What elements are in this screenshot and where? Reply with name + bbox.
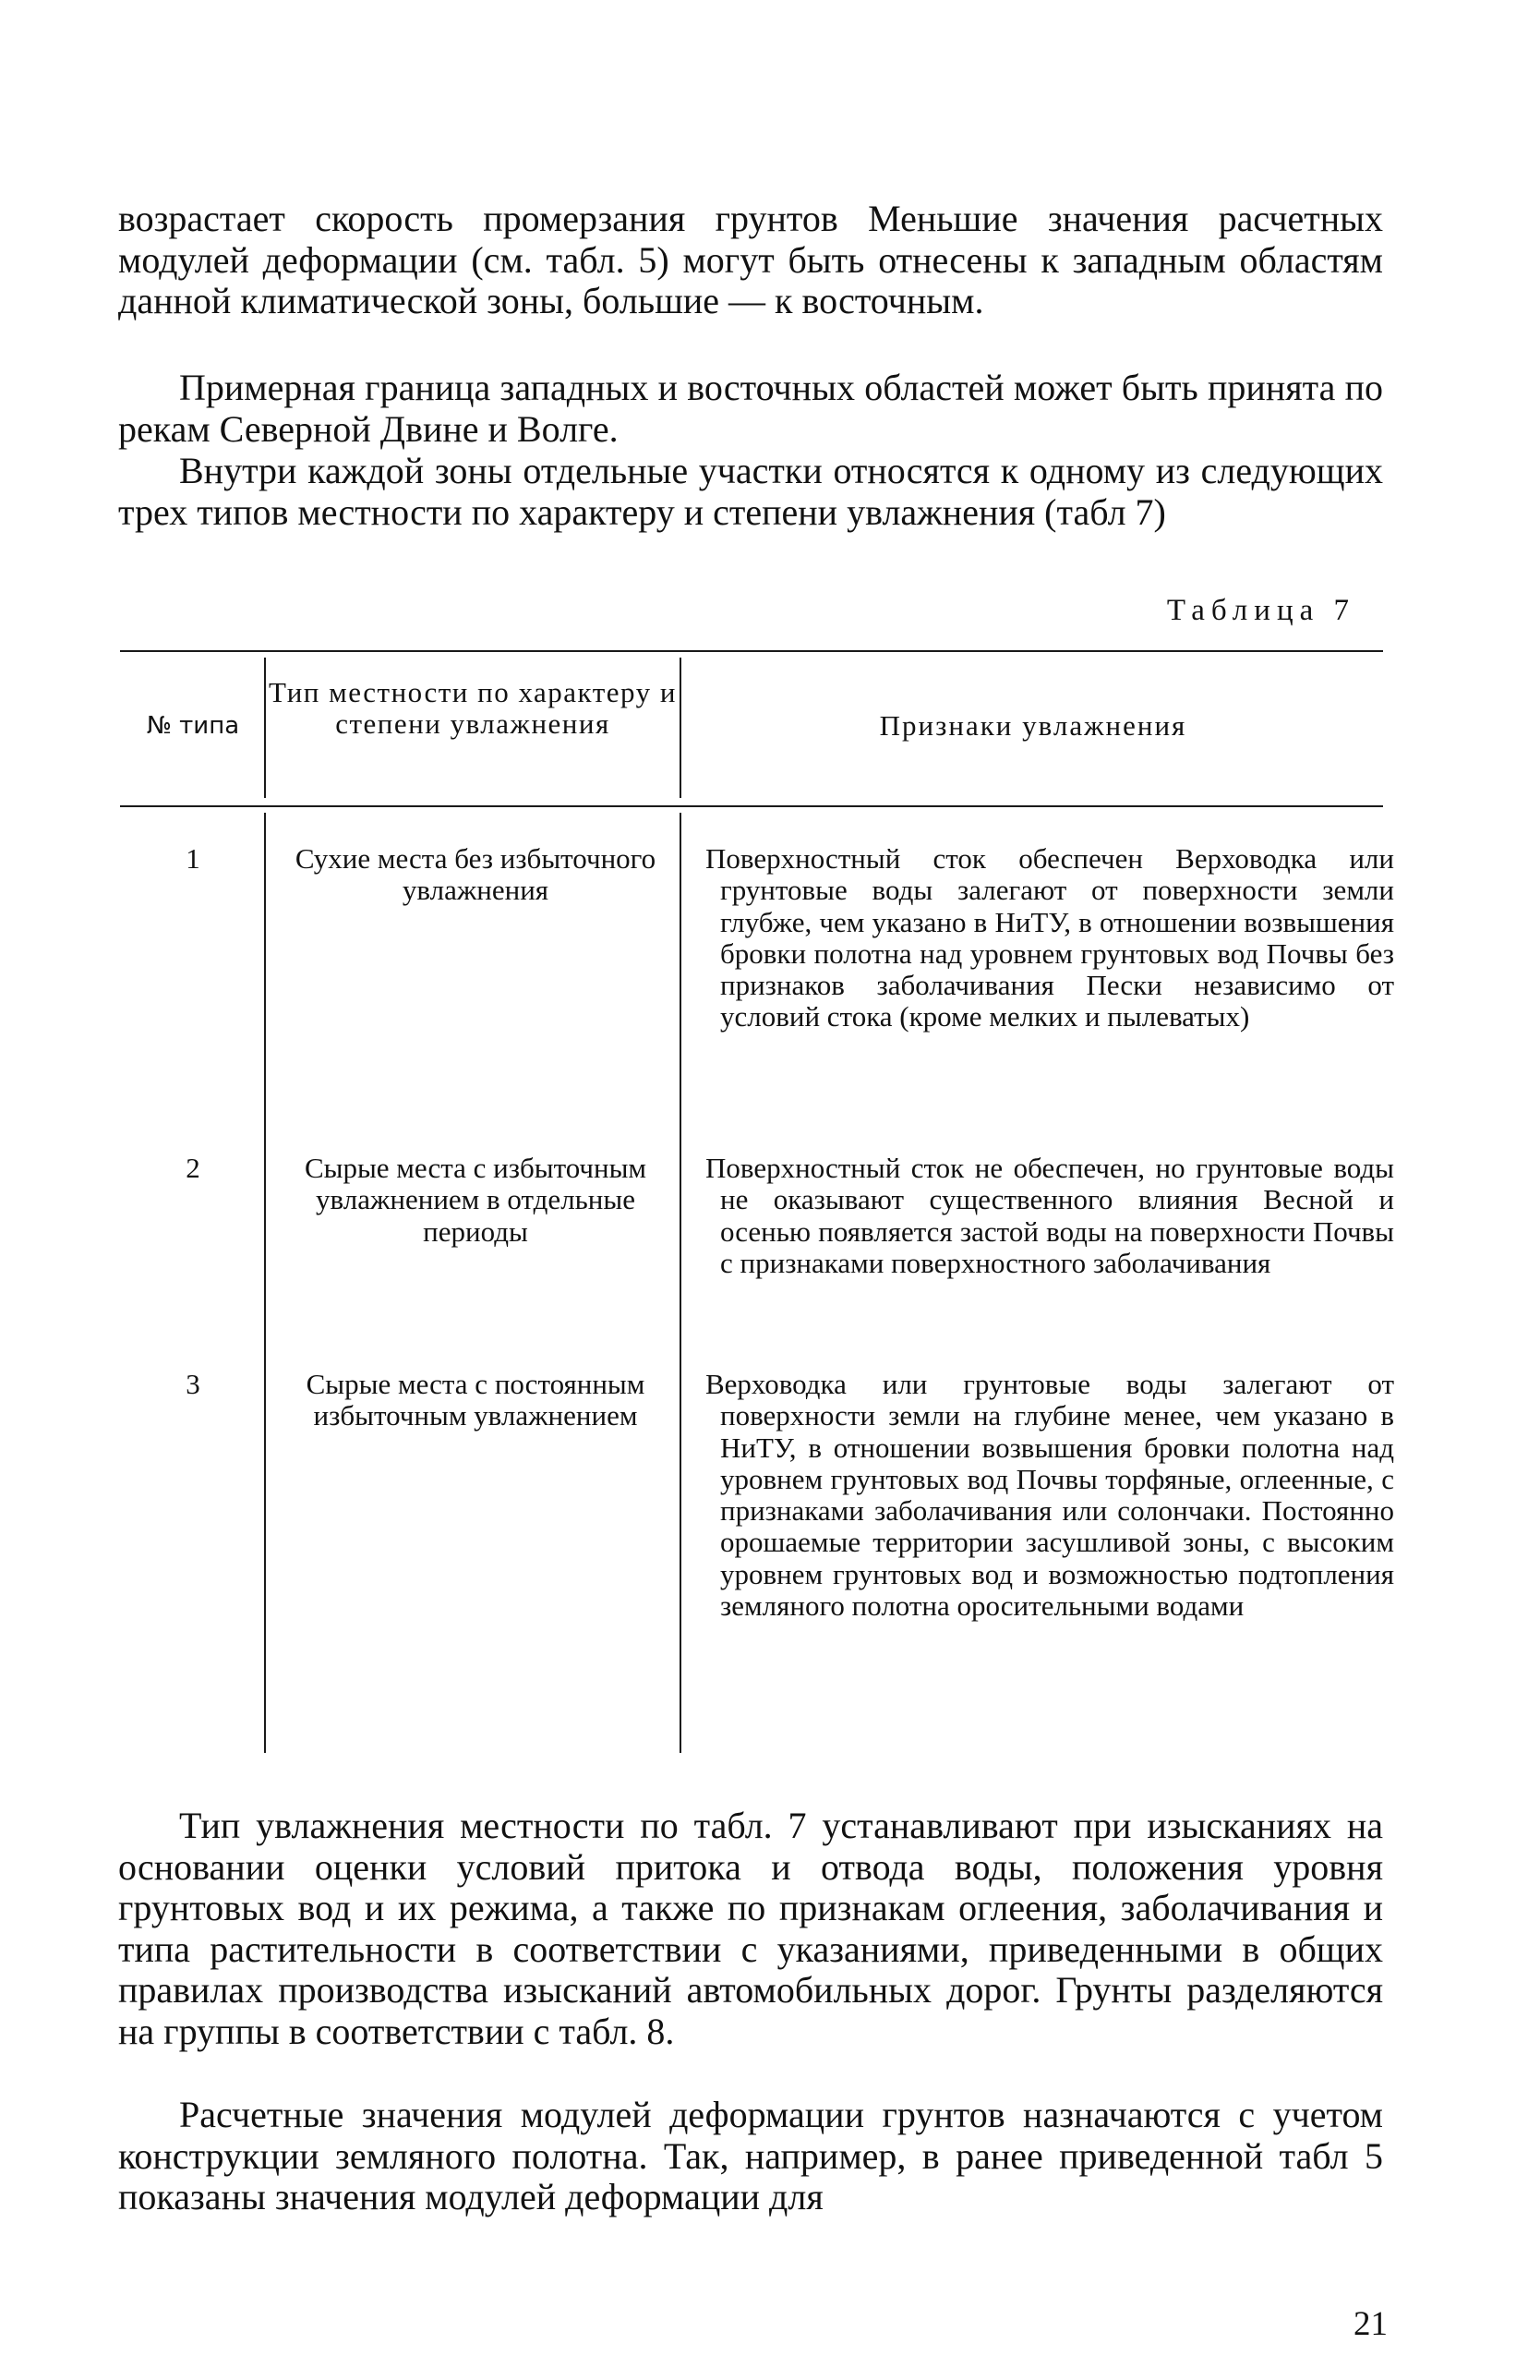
page-number: 21 — [1354, 2305, 1388, 2343]
table-header-rule — [120, 805, 1383, 807]
row-2-terrain-type: Сырые места с избыточным увлажнением в отдельные периоды — [304, 1152, 647, 1248]
table-top-rule — [120, 650, 1383, 652]
row-1-terrain-type: Сухие места без избыточного увлажнения — [295, 842, 656, 907]
table-header-divider-2 — [680, 658, 681, 798]
row-3-number: 3 — [186, 1368, 200, 1400]
paragraph-3: Внутри каждой зоны отдельные участки относятся к одному из следующих трех типов местности по характеру и степени увлажнения (табл 7) — [118, 450, 1383, 533]
table-caption: Таблица 7 — [1166, 594, 1355, 627]
paragraph-1: возрастает скорость промерзания грунтов Меньшие значения расчетных модулей деформации (см. табл. 5) могут быть отнесены к западным областям данной климатической зоны, большие — к восточным. — [118, 198, 1383, 322]
paragraph-5: Расчетные значения модулей деформации грунтов назначаются с учетом конструкции земляного полотна. Так, например, в ранее приведенной табл 5 показаны значения модулей деформации для — [118, 2094, 1383, 2218]
paragraph-2: Примерная граница западных и восточных областей может быть принята по рекам Северной Двине и Волге. — [118, 367, 1383, 450]
paragraph-4: Тип увлажнения местности по табл. 7 устанавливают при изысканиях на основании оценки условий притока и отвода воды, положения уровня грунтовых вод и их режима, а также по признакам оглеения, заболачивания и типа растительности в соответствии с указаниями, приведенными в общих правилах производства изысканий автомобильных дорог. Грунты разделяются на группы в соответствии с табл. 8. — [118, 1805, 1383, 2052]
header-type-number: № типа — [146, 712, 240, 740]
row-3-terrain-type: Сырые места с постоянным избыточным увлажнением — [306, 1368, 645, 1432]
table-body-divider-1 — [264, 813, 266, 1753]
row-2-number: 2 — [186, 1152, 200, 1184]
header-moisture-signs: Признаки увлажнения — [879, 709, 1187, 742]
row-2-moisture-signs: Поверхностный сток не обеспечен, но грунтовые воды не оказывают существенного влияния Весной и осенью появляется застой воды на поверхности Почвы с признаками поверхностного заболачивания — [705, 1152, 1394, 1279]
row-1-moisture-signs: Поверхностный сток обеспечен Верховодка или грунтовые воды залегают от поверхности земли глубже, чем указано в НиТУ, в отношении возвышения бровки полотна над уровнем грунтовых вод Почвы без признаков заболачивания Пески независимо от условий стока (кроме мелких и пылеватых) — [705, 842, 1394, 1033]
row-1-number: 1 — [186, 842, 200, 875]
header-terrain-type: Тип местности по характеру и степени увлажнения — [269, 676, 677, 740]
table-body-divider-2 — [680, 813, 681, 1753]
row-3-moisture-signs: Верховодка или грунтовые воды залегают от поверхности земли на глубине менее, чем указано в НиТУ, в отношении возвышения бровки полотна над уровнем грунтовых вод Почвы торфяные, оглеенные, с признаками заболачивания или солончаки. Постоянно орошаемые территории засушливой зоны, с высоким уровнем грунтовых вод и возможностью подтопления земляного полотна оросительными водами — [705, 1368, 1394, 1623]
table-header-divider-1 — [264, 658, 266, 798]
